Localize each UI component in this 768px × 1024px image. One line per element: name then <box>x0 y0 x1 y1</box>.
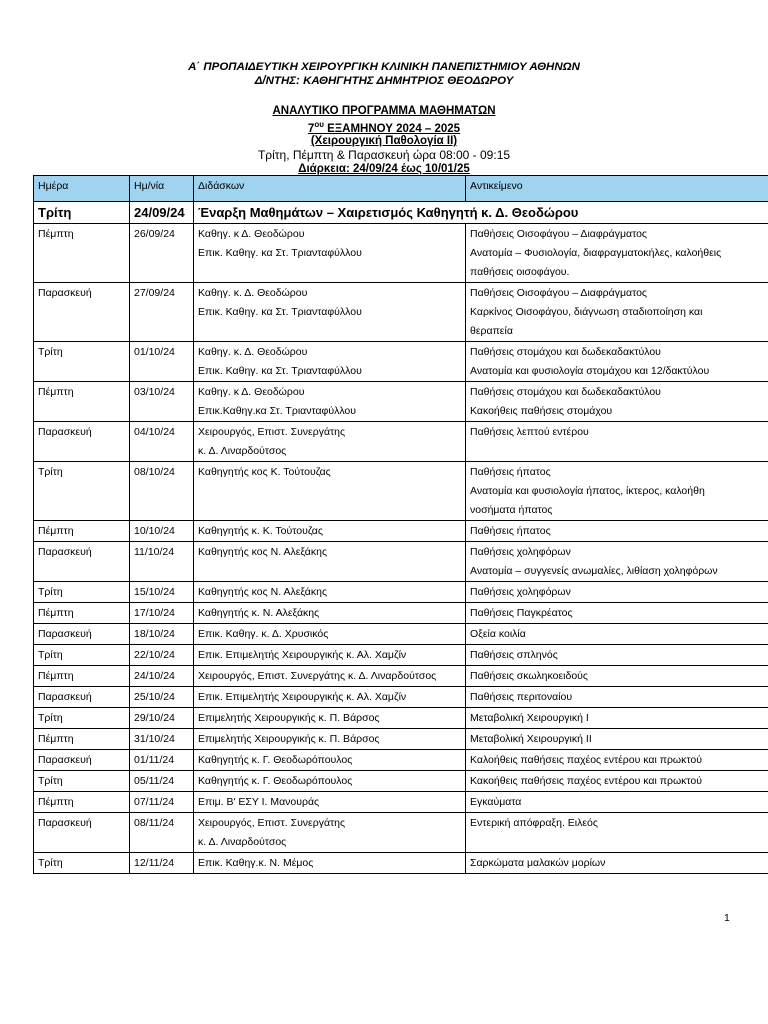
table-row <box>34 853 768 874</box>
row-teacher <box>194 813 466 853</box>
subject-line: Σαρκώματα μαλακών μορίων <box>470 857 606 869</box>
subject-line: Καλοήθεις παθήσεις παχέος εντέρου και πρωκτού <box>470 754 702 766</box>
row-teacher <box>194 542 466 582</box>
teacher-line: Καθηγητής κ. Γ. Θεοδωρόπουλος <box>198 775 353 787</box>
page-number: 1 <box>724 912 730 924</box>
row-teacher <box>194 582 466 603</box>
row-subject <box>466 750 768 771</box>
teacher-line: Επιμελητής Χειρουργικής κ. Π. Βάρσος <box>198 733 380 745</box>
teacher-line: Επιμελητής Χειρουργικής κ. Π. Βάρσος <box>198 712 380 724</box>
clinic-director: Δ/ΝΤΗΣ: ΚΑΘΗΓΗΤΗΣ ΔΗΜΗΤΡΙΟΣ ΘΕΟΔΩΡΟΥ <box>254 75 514 87</box>
teacher-line: Καθηγητής κος Κ. Τούτουζας <box>198 466 331 478</box>
subject-line: θεραπεία <box>470 325 513 337</box>
teacher-line: Καθηγ. κ. Δ. Θεοδώρου <box>198 346 308 358</box>
subject-line: Οξεία κοιλία <box>470 628 526 640</box>
table-row <box>34 603 768 624</box>
teacher-line: Επικ. Καθηγ. κα Στ. Τριανταφύλλου <box>198 247 362 259</box>
teacher-line: Καθηγητής κ. Γ. Θεοδωρόπουλος <box>198 754 353 766</box>
row-day: Τρίτη <box>34 462 130 521</box>
row-day: Πέμπτη <box>34 521 130 542</box>
row-date: 22/10/24 <box>130 645 194 666</box>
table-row <box>34 462 768 521</box>
row-subject <box>466 853 768 874</box>
row-teacher <box>194 729 466 750</box>
subject-line: Εντερική απόφραξη. Ειλεός <box>470 817 598 829</box>
table-row <box>34 582 768 603</box>
clinic-name: Α΄ ΠΡΟΠΑΙΔΕΥΤΙΚΗ ΧΕΙΡΟΥΡΓΙΚΗ ΚΛΙΝΙΚΗ ΠΑΝΕΠΙΣΤΗΜΙΟΥ ΑΘΗΝΩΝ <box>188 61 580 73</box>
column-header-day: Ημέρα <box>34 176 130 202</box>
opening-text: Έναρξη Μαθημάτων – Χαιρετισμός Καθηγητή κ. Δ. Θεοδώρου <box>194 202 768 224</box>
teacher-line: κ. Δ. Λιναρδούτσος <box>198 836 287 848</box>
row-day: Παρασκευή <box>34 750 130 771</box>
row-subject <box>466 342 768 382</box>
row-subject <box>466 582 768 603</box>
row-date: 08/10/24 <box>130 462 194 521</box>
opening-day: Τρίτη <box>34 202 130 224</box>
teacher-line: Επικ. Επιμελητής Χειρουργικής κ. Αλ. Χαμζίν <box>198 649 407 661</box>
table-row <box>34 729 768 750</box>
row-day: Πέμπτη <box>34 382 130 422</box>
table-row <box>34 771 768 792</box>
teacher-line: Χειρουργός, Επιστ. Συνεργάτης <box>198 817 346 829</box>
column-header-subject: Αντικείμενο <box>466 176 768 202</box>
subject-line: Παθήσεις σκωληκοειδούς <box>470 670 588 682</box>
program-title: ΑΝΑΛΥΤΙΚΟ ΠΡΟΓΡΑΜΜΑ ΜΑΘΗΜΑΤΩΝ <box>272 105 496 117</box>
teacher-line: κ. Δ. Λιναρδούτσος <box>198 445 287 457</box>
row-subject <box>466 666 768 687</box>
row-date: 10/10/24 <box>130 521 194 542</box>
table-row <box>34 792 768 813</box>
table-row <box>34 624 768 645</box>
row-date: 26/09/24 <box>130 224 194 283</box>
row-date: 15/10/24 <box>130 582 194 603</box>
row-subject <box>466 462 768 521</box>
table-row <box>34 645 768 666</box>
subject-line: Παθήσεις χοληφόρων <box>470 586 571 598</box>
row-subject <box>466 708 768 729</box>
table-row <box>34 224 768 283</box>
row-date: 05/11/24 <box>130 771 194 792</box>
row-teacher <box>194 624 466 645</box>
subject-line: Παθήσεις ήπατος <box>470 525 551 537</box>
semester-number: 7 <box>307 122 315 135</box>
teacher-line: Καθηγητής κ. Κ. Τούτουζας <box>198 525 323 537</box>
row-subject <box>466 624 768 645</box>
row-teacher <box>194 771 466 792</box>
row-date: 11/10/24 <box>130 542 194 582</box>
row-day: Τρίτη <box>34 645 130 666</box>
row-day: Πέμπτη <box>34 792 130 813</box>
opening-date: 24/09/24 <box>130 202 194 224</box>
row-subject <box>466 645 768 666</box>
teacher-line: Επιμ. Β' ΕΣΥ Ι. Μανουράς <box>198 796 320 808</box>
teacher-line: Καθηγητής κ. Ν. Αλεξάκης <box>198 607 320 619</box>
table-row <box>34 382 768 422</box>
subject-line: Παθήσεις στομάχου και δωδεκαδακτύλου <box>470 386 661 398</box>
row-day: Πέμπτη <box>34 729 130 750</box>
row-day: Παρασκευή <box>34 813 130 853</box>
subject-line: παθήσεις οισοφάγου. <box>470 266 570 278</box>
row-teacher <box>194 708 466 729</box>
teacher-line: Επικ. Καθηγ. κ. Δ. Χρυσικός <box>198 628 329 640</box>
subject-line: Παθήσεις Οισοφάγου – Διαφράγματος <box>470 228 647 240</box>
subject-line: Ανατομία – Φυσιολογία, διαφραγματοκήλες, καλοήθεις <box>470 247 722 259</box>
subject-line: Μεταβολική Χειρουργική Ι <box>470 712 589 724</box>
row-subject <box>466 687 768 708</box>
row-date: 12/11/24 <box>130 853 194 874</box>
row-date: 18/10/24 <box>130 624 194 645</box>
row-day: Παρασκευή <box>34 542 130 582</box>
semester-years: ΕΞΑΜΗΝΟΥ 2024 – 2025 <box>323 122 461 135</box>
row-day: Τρίτη <box>34 853 130 874</box>
table-row <box>34 750 768 771</box>
row-teacher <box>194 687 466 708</box>
subject-line: Παθήσεις ήπατος <box>470 466 551 478</box>
subject-line: Παθήσεις Οισοφάγου – Διαφράγματος <box>470 287 647 299</box>
row-subject <box>466 224 768 283</box>
teacher-line: Χειρουργός, Επιστ. Συνεργάτης <box>198 426 346 438</box>
subject-line: Παθήσεις περιτοναίου <box>470 691 573 703</box>
row-subject <box>466 603 768 624</box>
row-subject <box>466 813 768 853</box>
row-date: 08/11/24 <box>130 813 194 853</box>
subject-line: Κακοήθεις παθήσεις στομάχου <box>470 405 613 417</box>
teacher-line: Καθηγ. κ. Δ. Θεοδώρου <box>198 287 308 299</box>
subject-line: Καρκίνος Οισοφάγου, διάγνωση σταδιοποίηση και <box>470 306 703 318</box>
table-row <box>34 283 768 342</box>
row-teacher <box>194 750 466 771</box>
row-teacher <box>194 645 466 666</box>
row-day: Τρίτη <box>34 342 130 382</box>
table-row <box>34 813 768 853</box>
teacher-line: Επικ. Καθηγ. κα Στ. Τριανταφύλλου <box>198 365 362 377</box>
row-teacher <box>194 342 466 382</box>
subject-line: Εγκαύματα <box>470 796 522 808</box>
table-row <box>34 708 768 729</box>
row-subject <box>466 283 768 342</box>
row-date: 27/09/24 <box>130 283 194 342</box>
row-subject <box>466 729 768 750</box>
row-subject <box>466 771 768 792</box>
row-date: 29/10/24 <box>130 708 194 729</box>
row-date: 24/10/24 <box>130 666 194 687</box>
subject-line: Παθήσεις Παγκρέατος <box>470 607 573 619</box>
row-day: Τρίτη <box>34 771 130 792</box>
row-day: Παρασκευή <box>34 687 130 708</box>
subject-line: Παθήσεις στομάχου και δωδεκαδακτύλου <box>470 346 661 358</box>
row-subject <box>466 382 768 422</box>
row-date: 25/10/24 <box>130 687 194 708</box>
row-teacher <box>194 666 466 687</box>
row-teacher <box>194 382 466 422</box>
row-day: Τρίτη <box>34 708 130 729</box>
row-teacher <box>194 521 466 542</box>
table-row <box>34 687 768 708</box>
subject-line: Ανατομία και φυσιολογία στομάχου και 12/δακτύλου <box>470 365 710 377</box>
course-duration: Διάρκεια: 24/09/24 έως 10/01/25 <box>298 163 470 175</box>
row-day: Πέμπτη <box>34 603 130 624</box>
opening-row <box>34 202 768 224</box>
row-subject <box>466 521 768 542</box>
row-teacher <box>194 462 466 521</box>
table-header-row <box>34 176 768 202</box>
row-date: 01/10/24 <box>130 342 194 382</box>
teacher-line: Καθηγητής κος Ν. Αλεξάκης <box>198 546 328 558</box>
row-day: Παρασκευή <box>34 624 130 645</box>
row-teacher <box>194 792 466 813</box>
row-date: 17/10/24 <box>130 603 194 624</box>
subject-line: Ανατομία και φυσιολογία ήπατος, ίκτερος, καλοήθη <box>470 485 705 497</box>
row-date: 03/10/24 <box>130 382 194 422</box>
schedule-table <box>33 175 768 874</box>
subject-line: Παθήσεις σπληνός <box>470 649 558 661</box>
row-teacher <box>194 224 466 283</box>
table-row <box>34 342 768 382</box>
subject-line: νοσήματα ήπατος <box>470 504 553 516</box>
teacher-line: Επικ. Καθηγ. κα Στ. Τριανταφύλλου <box>198 306 362 318</box>
subject-line: Παθήσεις λεπτού εντέρου <box>470 426 589 438</box>
row-subject <box>466 422 768 462</box>
row-day: Πέμπτη <box>34 666 130 687</box>
teacher-line: Καθηγ. κ Δ. Θεοδώρου <box>198 386 305 398</box>
column-header-date: Ημ/νία <box>130 176 194 202</box>
row-day: Παρασκευή <box>34 422 130 462</box>
row-teacher <box>194 283 466 342</box>
row-date: 04/10/24 <box>130 422 194 462</box>
teacher-line: Επικ. Επιμελητής Χειρουργικής κ. Αλ. Χαμζίν <box>198 691 407 703</box>
teacher-line: Καθηγητής κος Ν. Αλεξάκης <box>198 586 328 598</box>
row-date: 01/11/24 <box>130 750 194 771</box>
lecture-schedule: Τρίτη, Πέμπτη & Παρασκευή ώρα 08:00 - 09:15 <box>257 148 511 162</box>
course-name: (Χειρουργική Παθολογία ΙΙ) <box>310 135 458 147</box>
row-day: Παρασκευή <box>34 283 130 342</box>
row-date: 31/10/24 <box>130 729 194 750</box>
subject-line: Ανατομία – συγγενείς ανωμαλίες, λιθίαση χοληφόρων <box>470 565 718 577</box>
table-row <box>34 422 768 462</box>
row-day: Πέμπτη <box>34 224 130 283</box>
row-subject <box>466 542 768 582</box>
row-teacher <box>194 853 466 874</box>
teacher-line: Καθηγ. κ Δ. Θεοδώρου <box>198 228 305 240</box>
row-day: Τρίτη <box>34 582 130 603</box>
subject-line: Παθήσεις χοληφόρων <box>470 546 571 558</box>
table-row <box>34 666 768 687</box>
teacher-line: Επικ.Καθηγ.κα Στ. Τριανταφύλλου <box>198 405 357 417</box>
row-teacher <box>194 422 466 462</box>
teacher-line: Επικ. Καθηγ.κ. Ν. Μέμος <box>198 857 314 869</box>
row-subject <box>466 792 768 813</box>
semester-suffix: ου <box>314 120 324 129</box>
column-header-teacher: Διδάσκων <box>194 176 466 202</box>
subject-line: Μεταβολική Χειρουργική ΙΙ <box>470 733 592 745</box>
row-date: 07/11/24 <box>130 792 194 813</box>
subject-line: Κακοήθεις παθήσεις παχέος εντέρου και πρωκτού <box>470 775 702 787</box>
teacher-line: Χειρουργός, Επιστ. Συνεργάτης κ. Δ. Λιναρδούτσος <box>198 670 437 682</box>
table-row <box>34 521 768 542</box>
table-row <box>34 542 768 582</box>
row-teacher <box>194 603 466 624</box>
